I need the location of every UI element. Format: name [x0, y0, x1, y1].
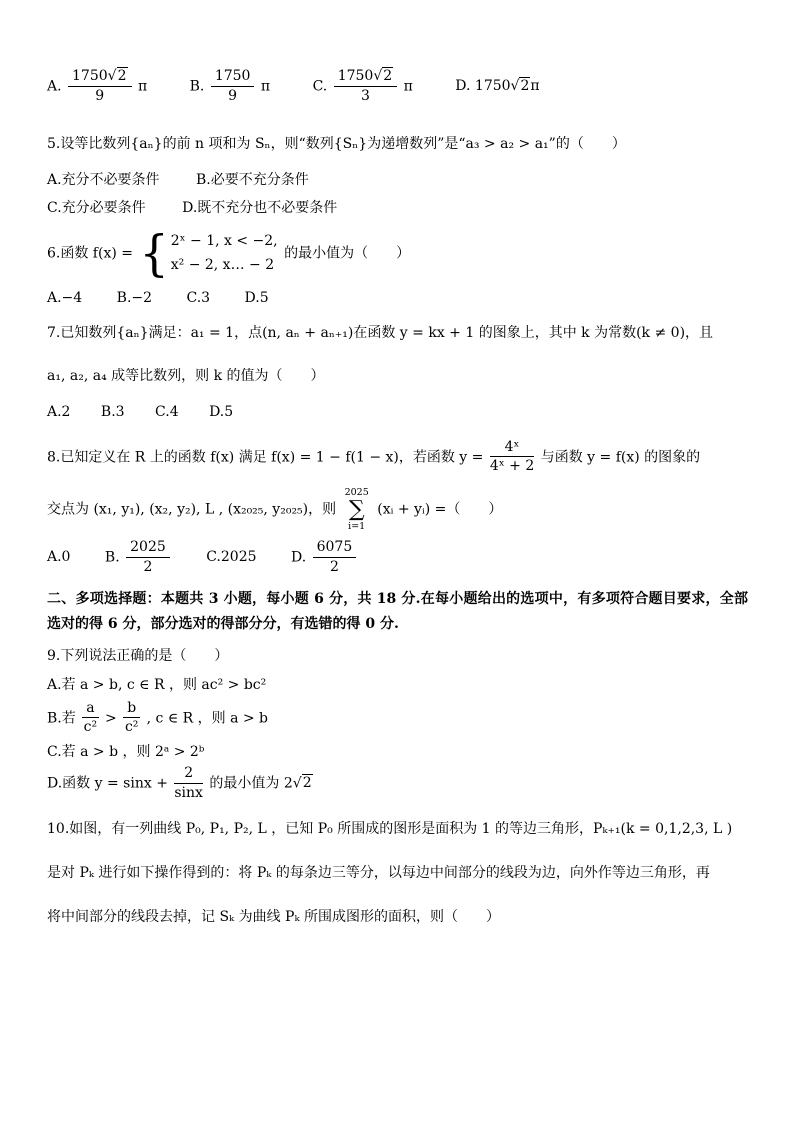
q9-b-fraction-1: [82, 700, 98, 737]
q9-b-suffix: , c ∈ R ，则 a > b: [146, 709, 269, 726]
q4-b-denominator: 9: [228, 87, 238, 104]
q9-b-fraction-2: [123, 700, 140, 737]
q4-a-denominator: 9: [95, 87, 105, 104]
q8-option-b: [105, 539, 172, 576]
q7-stem-line-2: a₁, a₂, a₄ 成等比数列，则 k 的值为（ ）: [47, 367, 325, 384]
q4-option-b-label: B.: [189, 78, 205, 95]
q6-brace: {: [139, 224, 169, 282]
q10-stem-line-1: 10.如图，有一列曲线 P₀, P₁, P₂, L ，已知 P₀ 所围成的图形是面积为 1 的等边三角形，Pₖ₊₁(k = 0,1,2,3, L ): [47, 820, 733, 837]
q7-option-c: C.4: [155, 403, 179, 420]
q8-options-row: [47, 539, 748, 576]
q4-option-b-fraction: [211, 68, 255, 105]
q4-option-b: [190, 68, 271, 105]
q4-d-pi: π: [530, 78, 540, 95]
q6-option-d: D.5: [244, 289, 269, 306]
q4-option-a: [47, 68, 147, 105]
q6-option-a: A.−4: [47, 289, 83, 306]
q9-b-frac2-numerator: b: [123, 700, 140, 719]
q8-option-d-fraction: [313, 539, 357, 576]
q8-stem-line-2: [47, 487, 748, 532]
q5-stem: 5.设等比数列{aₙ}的前 n 项和为 Sₙ，则“数列{Sₙ}为递增数列”是“a₃ > a₂ > a₁”的（ ）: [47, 135, 626, 152]
q8-option-d-label: D.: [290, 549, 307, 566]
q6-options-row: [47, 288, 748, 308]
q9-b-frac1-denominator: c²: [83, 719, 98, 736]
q9-option-d: [47, 765, 748, 802]
q9-d-denominator: sinx: [174, 784, 203, 801]
q9-d-suffix: 的最小值为 2√: [209, 775, 302, 792]
q9-d-prefix: D.函数 y = sinx +: [47, 775, 168, 792]
q7-option-a: A.2: [47, 403, 71, 420]
q6-case-2: x² − 2, x… − 2: [170, 257, 275, 274]
q4-option-c: [313, 68, 413, 105]
q6-option-b: B.−2: [116, 289, 153, 306]
q4-c-numerator: 1750√: [337, 68, 383, 84]
q6-case-1: 2ˣ − 1, x < −2,: [170, 232, 278, 249]
q6-piecewise: [139, 224, 278, 282]
q9-option-b: [47, 700, 748, 737]
q7-option-b: B.3: [100, 403, 125, 420]
q8-frac-denominator: 4ˣ + 2: [489, 458, 535, 475]
q8-option-d: [291, 539, 358, 576]
q8-stem-part-1: 8.已知定义在 R 上的函数 f(x) 满足 f(x) = 1 − f(1 − x)，若函数 y =: [47, 448, 484, 465]
section-2-heading: 二、多项选择题：本题共 3 小题，每小题 6 分，共 18 分.在每小题给出的选项中，有多项符合题目要求，全部选对的得 6 分，部分选对的得部分分，有选错的得 0 分.: [47, 590, 748, 632]
q4-a-radicand: 2: [117, 68, 127, 84]
q8-line2-part-1: 交点为 (x₁, y₁), (x₂, y₂), L , (x₂₀₂₅, y₂₀₂₅)，则: [47, 501, 337, 518]
q8-option-a: A.0: [47, 549, 71, 566]
q9-b-frac1-numerator: a: [82, 700, 98, 719]
q7-option-d: D.5: [209, 403, 234, 420]
q8-sigma-symbol: ∑: [348, 496, 365, 522]
q8-frac-numerator: 4ˣ: [490, 439, 534, 458]
q4-c-denominator: 3: [360, 87, 370, 104]
q8-d-numerator: 6075: [313, 539, 357, 558]
q4-c-radicand: 2: [383, 68, 393, 84]
q5-options-row-2: [47, 198, 748, 218]
q8-summation: [345, 487, 369, 532]
q4-option-d: [455, 76, 539, 96]
q4-options-row: [47, 68, 748, 105]
q4-option-a-label: A.: [47, 78, 62, 95]
q8-b-numerator: 2025: [126, 539, 170, 558]
q4-b-numerator: 1750: [211, 68, 255, 87]
q5-option-c: C.充分必要条件: [47, 199, 146, 216]
q9-option-c: C.若 a > b ，则 2ᵃ > 2ᵇ: [47, 744, 205, 761]
q6-suffix: 的最小值为（ ）: [284, 245, 411, 262]
q6-option-c: C.3: [186, 289, 211, 306]
q8-stem-line-1: [47, 439, 748, 476]
q4-option-c-fraction: [334, 68, 397, 105]
q9-d-fraction: [174, 765, 203, 802]
q10-stem-line-3: 将中间部分的线段去掉，记 Sₖ 为曲线 Pₖ 所围成图形的面积，则（ ）: [47, 908, 501, 925]
q8-d-denominator: 2: [329, 558, 339, 575]
q4-c-pi: π: [403, 78, 413, 95]
q4-d-radicand: 2: [520, 78, 530, 95]
q5-options-row-1: [47, 170, 748, 190]
q5-option-b: B.必要不充分条件: [196, 171, 309, 188]
q7-options-row: [47, 402, 748, 422]
q4-a-numerator: 1750√: [72, 68, 117, 84]
q6-stem: [47, 224, 748, 282]
q9-d-radicand: 2: [302, 775, 312, 792]
q8-option-c: C.2025: [206, 549, 257, 566]
q4-d-value: 1750√: [474, 78, 520, 95]
q8-sum-upper-limit: 2025: [344, 487, 369, 499]
q8-stem-part-2: 与函数 y = f(x) 的图象的: [540, 448, 701, 465]
q8-option-b-fraction: [126, 539, 170, 576]
q9-b-relation: >: [105, 709, 117, 726]
q4-option-d-label: D.: [455, 78, 471, 95]
q9-b-frac2-denominator: c²: [124, 719, 139, 736]
q4-option-a-fraction: [68, 68, 131, 105]
q8-function-fraction: [490, 439, 534, 476]
q9-b-prefix: B.若: [47, 709, 76, 726]
q9-option-a: A.若 a > b, c ∈ R ，则 ac² > bc²: [47, 676, 267, 693]
q4-option-c-label: C.: [312, 78, 328, 95]
q5-option-a: A.充分不必要条件: [47, 171, 160, 188]
q7-stem-line-1: 7.已知数列{aₙ}满足：a₁ = 1，点(n, aₙ + aₙ₊₁)在函数 y = kx + 1 的图象上，其中 k 为常数(k ≠ 0)，且: [47, 324, 714, 341]
q10-stem-line-2: 是对 Pₖ 进行如下操作得到的：将 Pₖ 的每条边三等分，以每边中间部分的线段为边，向外作等边三角形，再: [47, 864, 710, 881]
q9-d-numerator: 2: [174, 765, 203, 784]
q8-sum-lower-limit: i=1: [348, 520, 366, 532]
q6-prefix: 6.函数 f(x) =: [47, 245, 133, 262]
q8-option-b-label: B.: [104, 549, 120, 566]
q8-line2-part-2: (xᵢ + yᵢ) =（ ）: [377, 501, 503, 518]
q4-a-pi: π: [137, 78, 148, 95]
q9-stem: 9.下列说法正确的是（ ）: [47, 647, 229, 664]
q5-option-d: D.既不充分也不必要条件: [182, 199, 338, 216]
q4-b-pi: π: [260, 78, 271, 95]
q8-b-denominator: 2: [143, 558, 153, 575]
